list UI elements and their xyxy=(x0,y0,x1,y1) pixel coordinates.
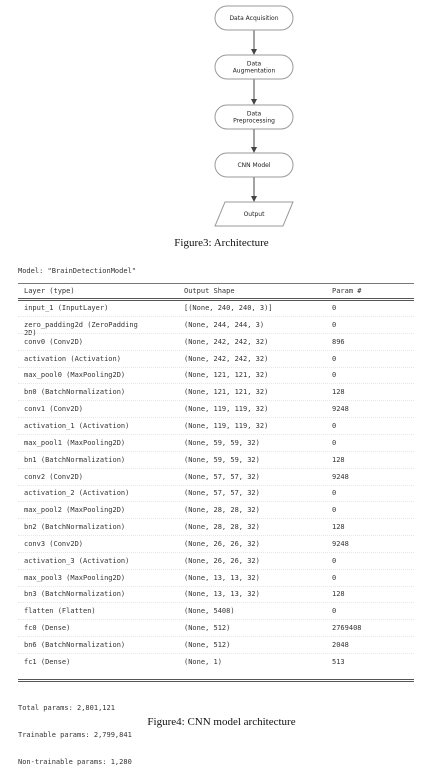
param-count-cell: 128 xyxy=(332,456,345,464)
flow-node-data-preprocessing xyxy=(215,105,293,129)
param-count-cell: 0 xyxy=(332,607,337,615)
layer-row xyxy=(0,574,443,590)
param-count-cell: 0 xyxy=(332,422,337,430)
row-separator xyxy=(18,619,414,620)
trainable-params: Trainable params: 2,799,841 xyxy=(18,731,132,739)
layer-name-cell: bn3 (BatchNormalization) xyxy=(24,590,126,598)
param-count-cell: 9248 xyxy=(332,540,349,548)
param-count-cell: 0 xyxy=(332,574,337,582)
output-shape-cell: (None, 26, 26, 32) xyxy=(184,557,260,565)
layer-name-cell: max_pool2 (MaxPooling2D) xyxy=(24,506,126,514)
param-count-cell: 2048 xyxy=(332,641,349,649)
summary-top-rule xyxy=(18,283,414,284)
param-count-cell: 128 xyxy=(332,388,345,396)
row-separator xyxy=(18,316,414,317)
output-shape-cell: (None, 57, 57, 32) xyxy=(184,489,260,497)
layer-name-cell: activation_2 (Activation) xyxy=(24,489,130,497)
architecture-flowchart xyxy=(0,0,443,235)
param-count-cell: 0 xyxy=(332,489,337,497)
layer-name-cell: input_1 (InputLayer) xyxy=(24,304,109,312)
figure3-caption: Figure3: Architecture xyxy=(174,237,269,249)
layer-row xyxy=(0,489,443,505)
layer-name-cell: activation_1 (Activation) xyxy=(24,422,130,430)
output-shape-cell: (None, 26, 26, 32) xyxy=(184,540,260,548)
row-separator xyxy=(18,367,414,368)
header-layer: Layer (type) xyxy=(24,287,75,295)
layer-name-cell: bn0 (BatchNormalization) xyxy=(24,388,126,396)
layer-row xyxy=(0,321,443,337)
output-shape-cell: (None, 13, 13, 32) xyxy=(184,574,260,582)
output-shape-cell: (None, 13, 13, 32) xyxy=(184,590,260,598)
layer-row xyxy=(0,338,443,354)
row-separator xyxy=(18,417,414,418)
row-separator xyxy=(18,535,414,536)
output-shape-cell: (None, 242, 242, 32) xyxy=(184,355,269,363)
layer-name-cell: bn2 (BatchNormalization) xyxy=(24,523,126,531)
layer-name-cell: max_pool1 (MaxPooling2D) xyxy=(24,439,126,447)
row-separator xyxy=(18,569,414,570)
param-count-cell: 513 xyxy=(332,658,345,666)
layer-row xyxy=(0,304,443,320)
layer-row xyxy=(0,473,443,489)
row-separator xyxy=(18,501,414,502)
layer-row xyxy=(0,557,443,573)
row-separator xyxy=(18,552,414,553)
flow-node-label: Preprocessing xyxy=(233,117,275,125)
row-separator xyxy=(18,350,414,351)
layer-row xyxy=(0,523,443,539)
param-count-cell: 896 xyxy=(332,338,345,346)
layer-name-cell: max_pool0 (MaxPooling2D) xyxy=(24,371,126,379)
param-count-cell: 9248 xyxy=(332,405,349,413)
param-count-cell: 0 xyxy=(332,304,337,312)
param-count-cell: 0 xyxy=(332,506,337,514)
output-shape-cell: (None, 121, 121, 32) xyxy=(184,371,269,379)
row-separator xyxy=(18,468,414,469)
flow-node-label: Augmentation xyxy=(232,67,276,75)
layer-name-cell: fc0 (Dense) xyxy=(24,624,71,632)
layer-name-cell: bn1 (BatchNormalization) xyxy=(24,456,126,464)
row-separator xyxy=(18,636,414,637)
layer-row xyxy=(0,624,443,640)
param-count-cell: 0 xyxy=(332,557,337,565)
layer-name-cell: conv3 (Conv2D) xyxy=(24,540,84,548)
layer-name-cell: conv2 (Conv2D) xyxy=(24,473,84,481)
header-output-shape: Output Shape xyxy=(184,287,235,295)
layer-row xyxy=(0,456,443,472)
layer-name-cell: bn6 (BatchNormalization) xyxy=(24,641,126,649)
summary-bottom-rule xyxy=(18,679,414,682)
row-separator xyxy=(18,586,414,587)
param-count-cell: 0 xyxy=(332,439,337,447)
output-shape-cell: [(None, 240, 240, 3)] xyxy=(184,304,273,312)
output-shape-cell: (None, 28, 28, 32) xyxy=(184,523,260,531)
layer-name-cell: activation (Activation) xyxy=(24,355,121,363)
layer-name-cell: max_pool3 (MaxPooling2D) xyxy=(24,574,126,582)
flow-node-label: Data Acquisition xyxy=(229,15,279,22)
layer-name-cell: flatten (Flatten) xyxy=(24,607,96,615)
param-count-cell: 0 xyxy=(332,321,337,329)
output-shape-cell: (None, 57, 57, 32) xyxy=(184,473,260,481)
flow-node-data-augmentation xyxy=(215,55,293,79)
output-shape-cell: (None, 1) xyxy=(184,658,222,666)
output-shape-cell: (None, 5408) xyxy=(184,607,235,615)
param-count-cell: 128 xyxy=(332,523,345,531)
param-totals xyxy=(18,686,132,776)
layer-row xyxy=(0,641,443,657)
param-count-cell: 128 xyxy=(332,590,345,598)
layer-row xyxy=(0,658,443,674)
flow-node-data-acquisition xyxy=(215,6,293,30)
summary-header-rule xyxy=(18,298,414,301)
output-shape-cell: (None, 119, 119, 32) xyxy=(184,422,269,430)
layer-row xyxy=(0,422,443,438)
layer-row xyxy=(0,371,443,387)
layer-row xyxy=(0,355,443,371)
flow-node-output xyxy=(215,202,293,226)
layer-row xyxy=(0,590,443,606)
flow-node-label: Data xyxy=(246,60,262,68)
layer-row xyxy=(0,540,443,556)
non-trainable-params: Non-trainable params: 1,280 xyxy=(18,758,132,766)
param-count-cell: 9248 xyxy=(332,473,349,481)
row-separator xyxy=(18,383,414,384)
row-separator xyxy=(18,485,414,486)
row-separator xyxy=(18,400,414,401)
param-count-cell: 0 xyxy=(332,355,337,363)
output-shape-cell: (None, 244, 244, 3) xyxy=(184,321,265,329)
layer-row xyxy=(0,607,443,623)
model-name-line: Model: "BrainDetectionModel" xyxy=(18,267,137,275)
layer-row xyxy=(0,405,443,421)
output-shape-cell: (None, 59, 59, 32) xyxy=(184,439,260,447)
layer-row xyxy=(0,506,443,522)
row-separator xyxy=(18,518,414,519)
row-separator xyxy=(18,434,414,435)
layer-name-cell: conv0 (Conv2D) xyxy=(24,338,84,346)
layer-name-cell: zero_padding2d (ZeroPadding 2D) xyxy=(24,321,138,337)
row-separator xyxy=(18,451,414,452)
row-separator xyxy=(18,333,414,334)
param-count-cell: 2769408 xyxy=(332,624,362,632)
total-params: Total params: 2,801,121 xyxy=(18,704,115,712)
header-param: Param # xyxy=(332,287,362,295)
flow-node-cnn-model xyxy=(215,153,293,177)
flow-node-label: CNN Model xyxy=(237,162,271,169)
output-shape-cell: (None, 59, 59, 32) xyxy=(184,456,260,464)
output-shape-cell: (None, 512) xyxy=(184,641,231,649)
flow-node-label: Data xyxy=(246,110,262,118)
param-count-cell: 0 xyxy=(332,371,337,379)
layer-name-cell: fc1 (Dense) xyxy=(24,658,71,666)
output-shape-cell: (None, 28, 28, 32) xyxy=(184,506,260,514)
output-shape-cell: (None, 121, 121, 32) xyxy=(184,388,269,396)
output-shape-cell: (None, 119, 119, 32) xyxy=(184,405,269,413)
row-separator xyxy=(18,602,414,603)
layer-name-cell: activation_3 (Activation) xyxy=(24,557,130,565)
layer-row xyxy=(0,388,443,404)
output-shape-cell: (None, 242, 242, 32) xyxy=(184,338,269,346)
row-separator xyxy=(18,653,414,654)
output-shape-cell: (None, 512) xyxy=(184,624,231,632)
layer-name-cell: conv1 (Conv2D) xyxy=(24,405,84,413)
flow-node-label: Output xyxy=(243,211,265,218)
layer-row xyxy=(0,439,443,455)
figure4-caption: Figure4: CNN model architecture xyxy=(147,716,296,728)
